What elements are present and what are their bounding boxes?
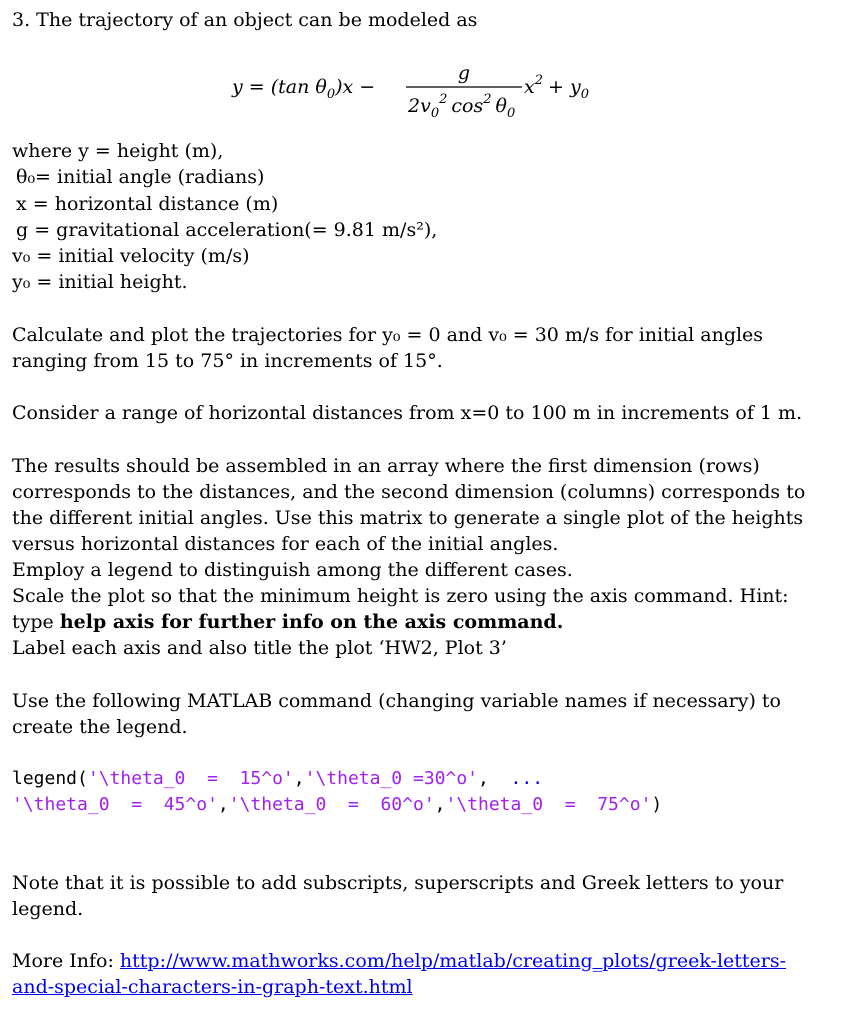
more-info-line [12, 948, 786, 974]
code-string: '\theta_0 =30^o' [304, 768, 478, 789]
code-continuation: ... [510, 768, 544, 789]
results-line: Scale the plot so that the minimum height is zero using the axis command. Hint: [12, 585, 789, 607]
note-line: legend. [12, 898, 84, 920]
trajectory-equation [232, 60, 652, 122]
hint-line [12, 609, 563, 635]
def-line: θ₀= initial angle (radians) [16, 166, 265, 189]
more-info-label: More Info: [12, 950, 120, 972]
results-line: Employ a legend to distinguish among the different cases. [12, 559, 573, 581]
calc-paragraph-line: ranging from 15 to 75° in increments of 15°. [12, 350, 443, 372]
code-string: '\theta_0 = 60^o' [228, 794, 435, 815]
def-line: y₀ = initial height. [12, 271, 188, 294]
def-line: v₀ = initial velocity (m/s) [12, 245, 250, 268]
variable-definitions [12, 138, 437, 296]
code-string: '\theta_0 = 75^o' [445, 794, 652, 815]
code-comma: , [217, 794, 229, 815]
eq-rhs: $x^2 + y_0$ [524, 73, 589, 102]
note-line: Note that it is possible to add subscripts, superscripts and Greek letters to your [12, 872, 784, 894]
problem-heading: 3. The trajectory of an object can be modeled as [12, 9, 478, 31]
more-info-line-2 [12, 974, 413, 1000]
code-string: '\theta_0 = 15^o' [87, 768, 294, 789]
def-line: where y = height (m), [12, 140, 224, 162]
results-line: the different initial angles. Use this matrix to generate a single plot of the heights [12, 507, 804, 529]
mathworks-link-continued[interactable]: and-special-characters-in-graph-text.html [12, 976, 413, 998]
def-line: g = gravitational acceleration(= 9.81 m/s²), [16, 218, 438, 241]
results-line: corresponds to the distances, and the second dimension (columns) corresponds to [12, 481, 806, 503]
eq-lhs: y = (tan $\theta_0)x$ − [232, 76, 376, 102]
hint-prefix: type [12, 611, 60, 633]
results-line: versus horizontal distances for each of the initial angles. [12, 533, 559, 555]
mathworks-link[interactable]: http://www.mathworks.com/help/matlab/creating_plots/greek-letters- [119, 950, 787, 972]
label-instruction: Label each axis and also title the plot ‘HW2, Plot 3’ [12, 637, 507, 659]
code-string: '\theta_0 = 45^o' [12, 794, 218, 815]
def-line: x = horizontal distance (m) [16, 192, 279, 215]
code-comma: , [293, 768, 305, 789]
code-comma: , [478, 768, 511, 789]
equation-svg [232, 60, 652, 122]
results-line: The results should be assembled in an array where the first dimension (rows) [12, 455, 760, 477]
range-paragraph: Consider a range of horizontal distances from x=0 to 100 m in increments of 1 m. [12, 402, 803, 424]
calc-paragraph-line: Calculate and plot the trajectories for y₀ = 0 and v₀ = 30 m/s for initial angles [12, 324, 764, 346]
code-comma: , [434, 794, 446, 815]
code-close-paren: ) [651, 794, 663, 815]
eq-numerator: g [457, 62, 471, 84]
code-function: legend( [12, 768, 88, 789]
legend-intro-line: create the legend. [12, 716, 188, 738]
eq-denominator: $2v_0^2$ $\cos^2 \theta_0$ [408, 92, 516, 121]
legend-intro-line: Use the following MATLAB command (changing variable names if necessary) to [12, 690, 781, 712]
matlab-legend-code [12, 766, 662, 818]
hint-bold-text: help axis for further info on the axis command. [59, 611, 564, 633]
